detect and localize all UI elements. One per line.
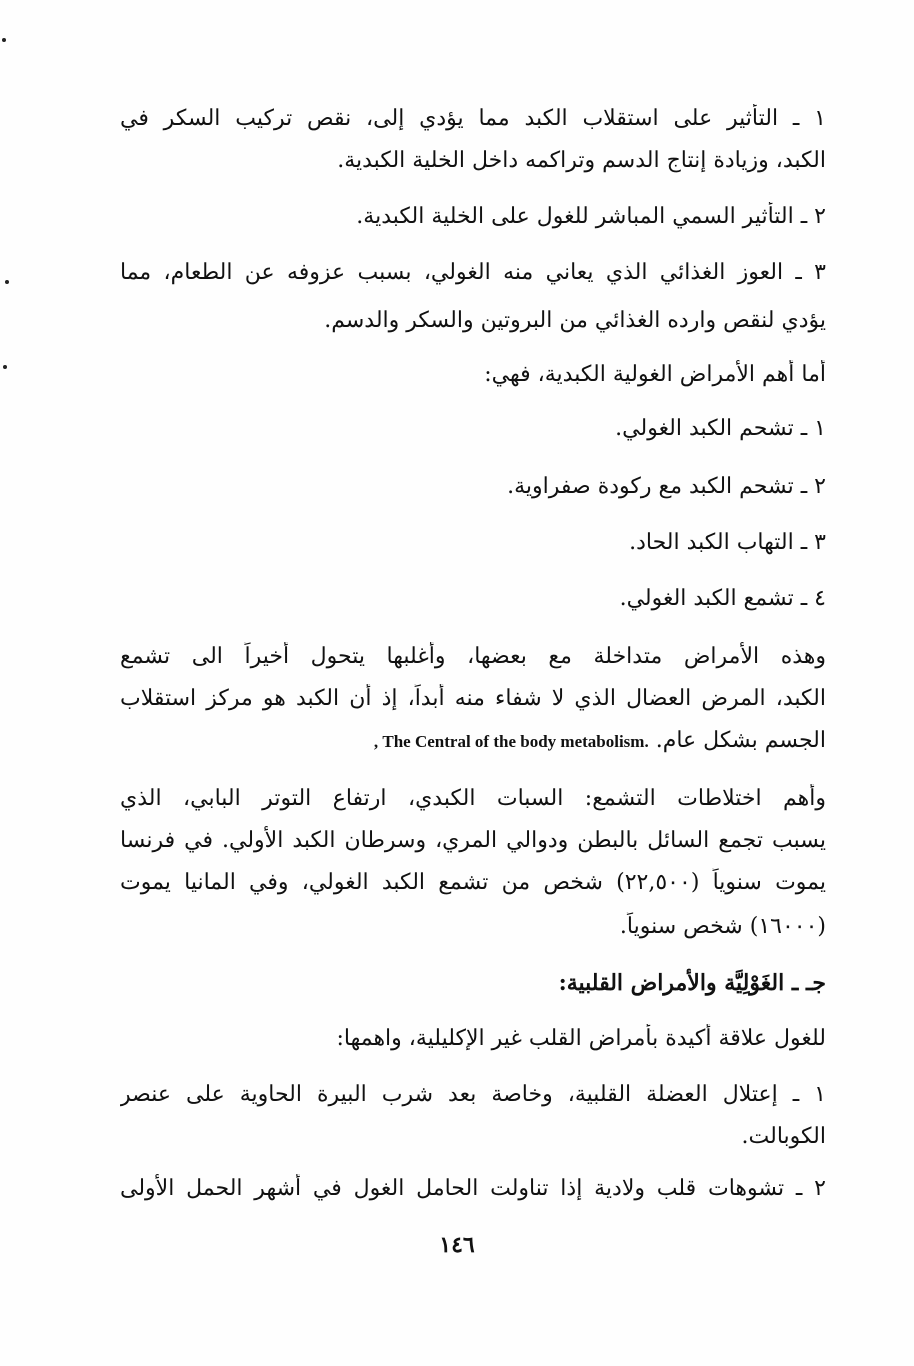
text-line: الكبد، المرض العضال الذي لا شفاء منه أبداً، إذ أن الكبد هو مركز استقلاب [120,686,826,711]
text-line: يموت سنوياً (٢٢,٥٠٠) شخص من تشمع الكبد الغولي، وفي المانيا يموت [120,870,826,895]
text-line: ٣ ـ العوز الغذائي الذي يعاني منه الغولي، بسبب عزوفه عن الطعام، مما [120,260,826,285]
text-line: ١ ـ التأثير على استقلاب الكبد مما يؤدي إلى، نقص تركيب السكر في [120,106,826,131]
scan-speck [5,280,9,284]
page-number: ١٤٦ [439,1232,475,1258]
english-phrase: , The Central of the body metabolism. [373,732,649,751]
list-item: ٣ ـ التهاب الكبد الحاد. [629,530,826,555]
section-heading: جـ ـ الغَوْلِيَّة والأمراض القلبية: [558,970,826,996]
list-item: ٢ ـ تشحم الكبد مع ركودة صفراوية. [507,474,826,499]
text-line: ٢ ـ التأثير السمي المباشر للغول على الخلية الكبدية. [356,204,826,229]
scan-speck [2,38,6,42]
text-line: يسبب تجمع السائل بالبطن ودوالي المري، وسرطان الكبد الأولي. في فرنسا [120,828,826,853]
text-line: (١٦٠٠٠) شخص سنوياً. [619,914,826,939]
text-line-with-english [120,726,826,757]
text-line: ١ ـ إعتلال العضلة القلبية، وخاصة بعد شرب البيرة الحاوية على عنصر [120,1082,826,1107]
list-item: ٤ ـ تشمع الكبد الغولي. [619,586,826,611]
text-line: وأهم اختلاطات التشمع: السبات الكبدي، ارتفاع التوتر البابي، الذي [120,786,826,811]
list-item: ١ ـ تشحم الكبد الغولي. [615,416,826,441]
text-line: للغول علاقة أكيدة بأمراض القلب غير الإكليلية، واهمها: [336,1026,826,1051]
text-line: وهذه الأمراض متداخلة مع بعضها، وأغلبها يتحول أخيراً الى تشمع [120,644,826,669]
text-line: الكوبالت. [741,1124,826,1149]
text-line: أما أهم الأمراض الغولية الكبدية، فهي: [484,362,826,387]
text-line: الكبد، وزيادة إنتاج الدسم وتراكمه داخل الخلية الكبدية. [337,148,826,173]
text-segment: الجسم بشكل عام. [655,728,826,753]
scan-speck [3,365,7,369]
text-line: يؤدي لنقص وارده الغذائي من البروتين والسكر والدسم. [324,308,826,333]
text-line: ٢ ـ تشوهات قلب ولادية إذا تناولت الحامل الغول في أشهر الحمل الأولى [120,1176,826,1201]
